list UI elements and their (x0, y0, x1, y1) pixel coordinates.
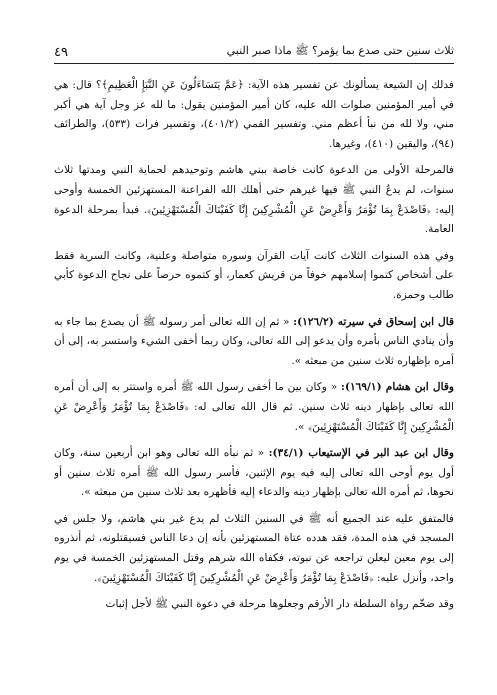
citation-lead: قال ابن إسحاق في سيرته (١٢٦/٢): (293, 315, 454, 328)
paragraph: فدلك إن الشيعة يسألونك عن تفسير هذه الآية: ﴿عَمَّ يَتَسَاءَلُونَ عَنِ النَّبَإِ الْعَظِيمِ﴾؟ قال: هي في أمير المؤمنين صلوات الله عليه، كان أمير المؤمنين يقول: ما لله عز وجل آية هي أكبر مني، ولا لله من نبأ أعظم مني. وتفسير القمي (٤٠١/٢)، وتفسير فرات (٥٣٣)، والطرائف (٩٤)، واليقين (٤١٠)، وغيرها. (54, 79, 454, 150)
paragraph: وقال ابن هشام (١٦٩/١): « وكان بين ما أخفى رسول الله ﷺ أمره واستتر به إلى أن أمره الله تعالى بإظهار دينه ثلاث سنين. ثم قال الله تعالى له: ﴿فَاصْدَعْ بِمَا تُؤْمَرُ وَأَعْرِضْ عَنِ الْمُشْرِكِينَ إِنَّا كَفَيْنَاكَ الْمُسْتَهْزِئِينَ﴾ ». (54, 381, 454, 433)
header-title: ثلاث سنين حتى صدع بما يؤمر؟ ﷺ ماذا صبر النبي (226, 44, 454, 57)
paragraph: فالمتفق عليه عند الجميع أنه ﷺ في السنين الثلاث لم يدع غير بني هاشم، ولا جلس في المسجد في هذه المدة، فقد هدده عتاة المستهزئين بأنه إن دعا الناس فسيقتلونه، ثم أنذروه إلى يوم معين ليعلن تراجعه عن نبوته، فكفاه الله شرهم وقتل المستهزئين الخمسة في يوم واحد، وأنزل عليه: ﴿فَاصْدَعْ بِمَا تُؤْمَرُ وَأَعْرِضْ عَنِ الْمُشْرِكِينَ إِنَّا كَفَيْنَاكَ الْمُسْتَهْزِئِينَ﴾. (54, 512, 454, 584)
paragraph: وقد ضخّم رواة السلطة دار الأرقم وجعلوها مرحلة في دعوة النبي ﷺ لأجل إثبات (105, 598, 454, 611)
paragraph: قال ابن إسحاق في سيرته (١٢٦/٢): « ثم إن الله تعالى أمر رسوله ﷺ أن يصدع بما جاء به وأن ينادي الناس بأمره وأن يدعو إلى الله تعالى، وكان ربما أخفى الشيء واستسر به، إلى أن أمره بإظهاره ثلاث سنين من مبعثه ». (54, 315, 454, 367)
citation-lead: وقال ابن هشام (١٦٩/١): (341, 381, 454, 394)
header-rule (54, 63, 454, 64)
running-header (54, 44, 454, 60)
citation-lead: وقال ابن عبد البر في الإستيعاب (٣٤/١): (268, 447, 454, 460)
paragraph: فالمرحلة الأولى من الدعوة كانت خاصة ببني هاشم وتوحيدهم لحماية النبي ومدتها ثلاث سنوات، لم يدعُ النبي ﷺ فيها غيرهم حتى أهلك الله الفراعنة المستهزئين الخمسة وأوحى إليه: ﴿فَاصْدَعْ بِمَا تُؤْمَرُ وَأَعْرِضْ عَنِ الْمُشْرِكِينَ إِنَّا كَفَيْنَاكَ الْمُسْتَهْزِئِينَ﴾. فبدأ بمرحلة الدعوة العامة. (54, 164, 454, 236)
paragraph: وفي هذه السنوات الثلاث كانت آيات القرآن وسوره متواصلة وعلنية، وكانت السرية فقط على أشخاص كتموا إسلامهم خوفاً من قريش كعمار، أو كتموه حرصاً على نجاح الدعوة كأبي طالب وحمزة. (54, 249, 454, 301)
page-number: ٤٩ (54, 44, 68, 60)
body-text (54, 76, 454, 686)
paragraph: وقال ابن عبد البر في الإستيعاب (٣٤/١): « ثم نبأه الله تعالى وهو ابن أربعين سنة، وكان أول يوم أوحى الله تعالى إليه فيه يوم الإثنين، فأسر رسول الله ﷺ أمره ثلاث سنين أو نحوها، ثم أمره الله تعالى بإظهار دينه والدعاء إليه فأظهره بعد ثلاث سنين من مبعثه ». (54, 447, 454, 499)
